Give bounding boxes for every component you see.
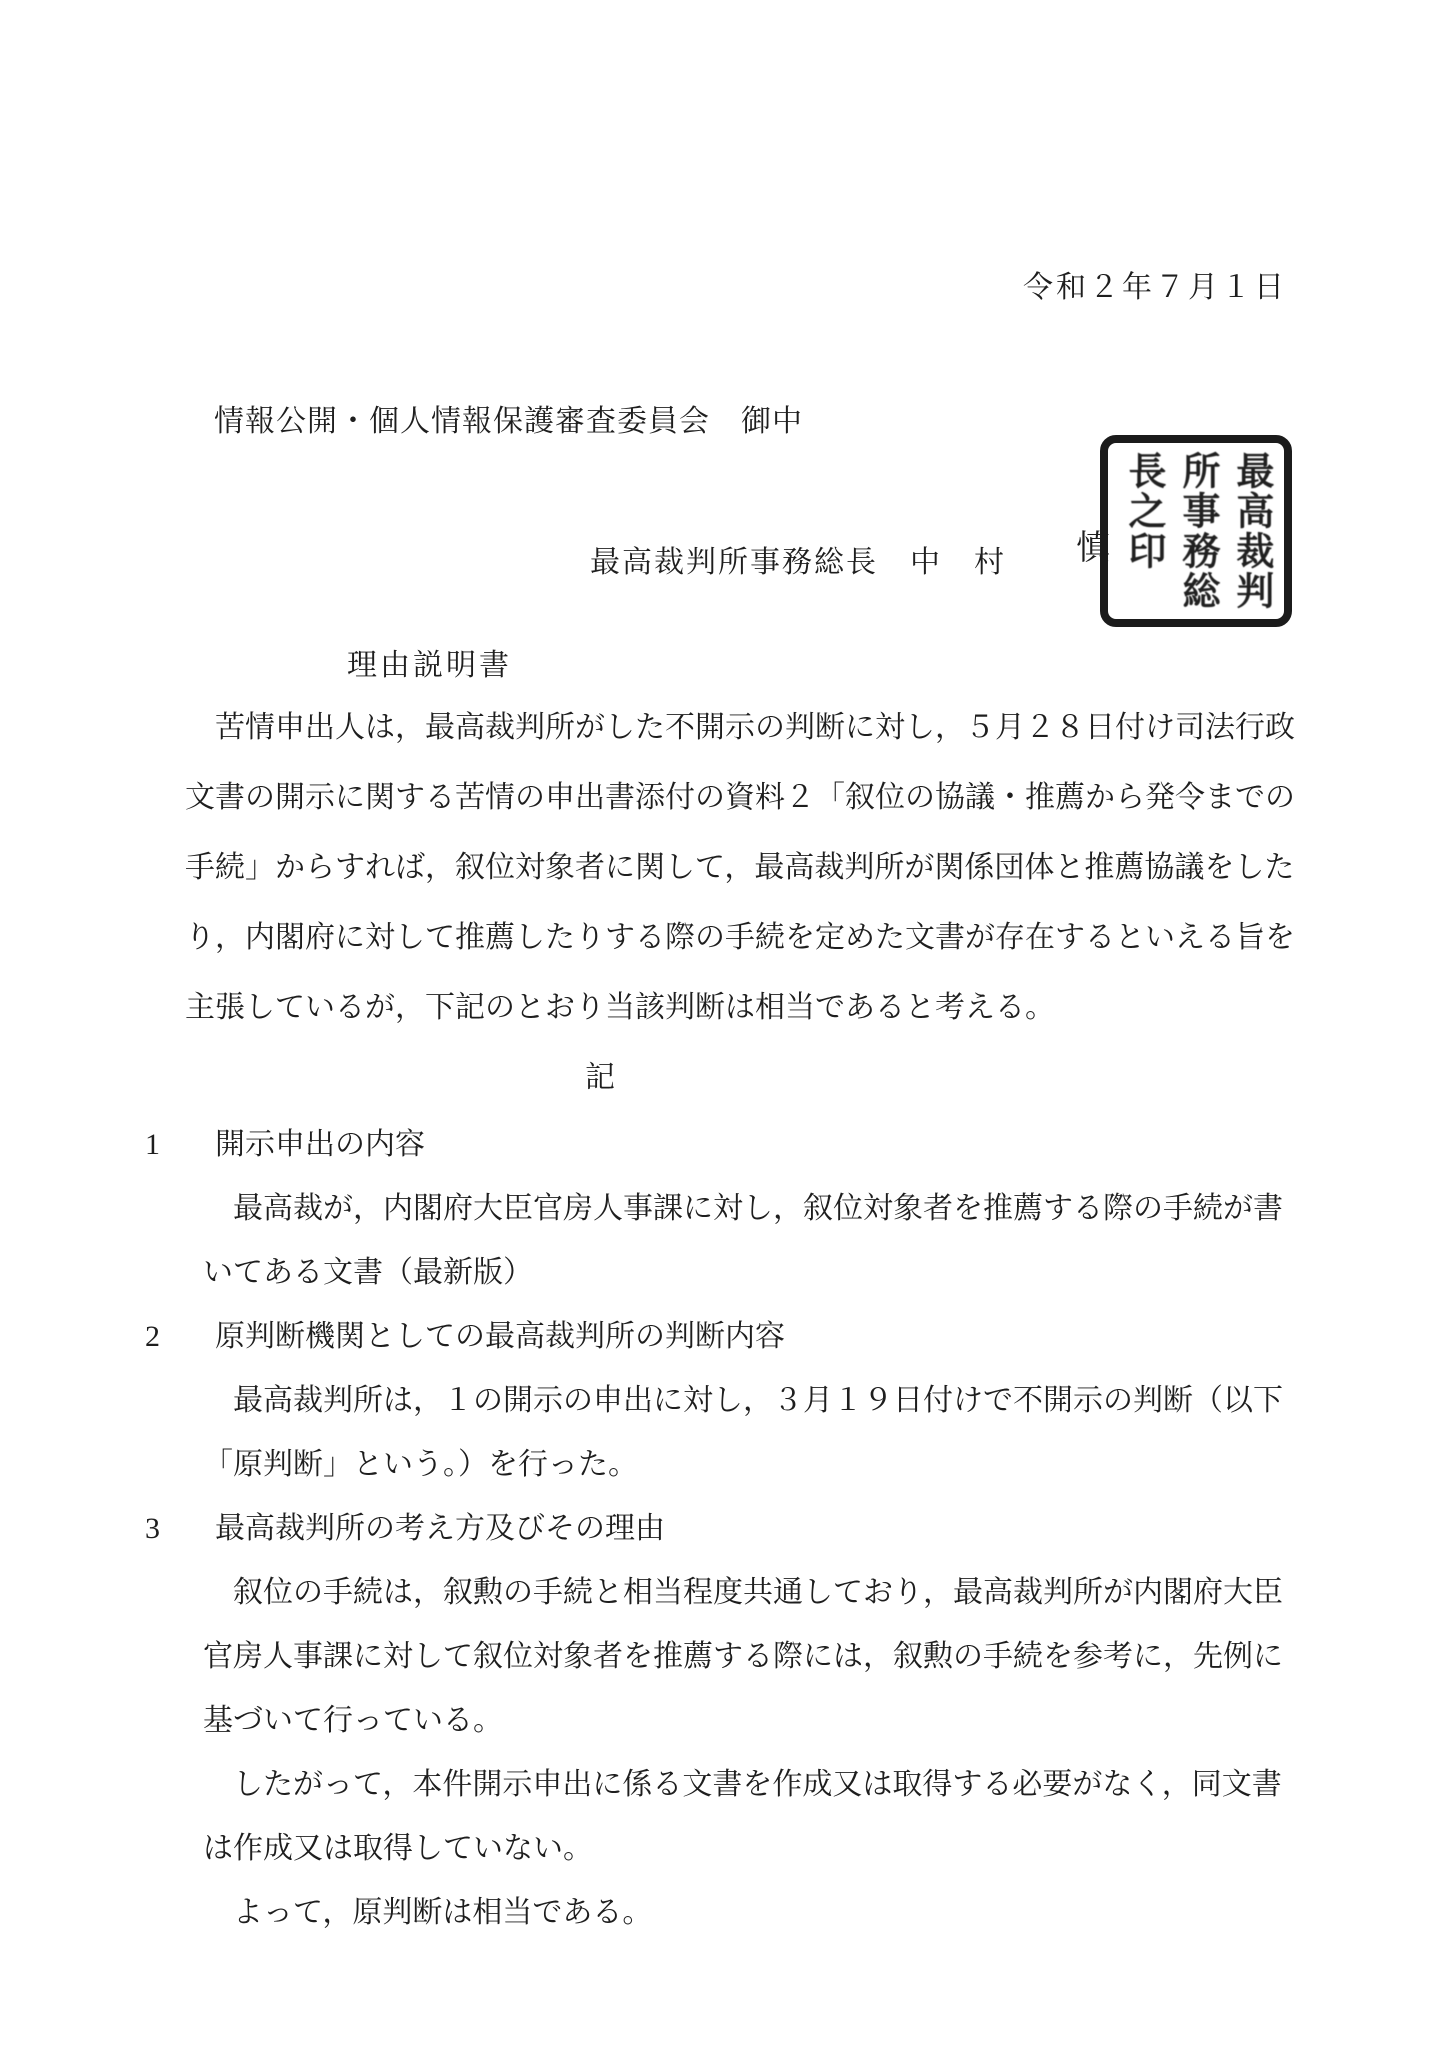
seal-script-text (1115, 451, 1277, 611)
section-2-line: 「原判断」という。）を行った。 (203, 1448, 638, 1481)
section-2-heading (145, 1305, 1325, 1369)
sender-given-name: 慎 (1076, 530, 1110, 567)
section-2-title: 原判断機関としての最高裁判所の判断内容 (215, 1320, 785, 1353)
sender-line: 最高裁判所事務総長 中 村 (590, 546, 1006, 579)
section-1-body (203, 1177, 1325, 1305)
seal-column-left: 長之印 (1122, 451, 1165, 571)
section-1-line: いてある文書（最新版） (203, 1256, 533, 1289)
section-3-number: 3 (145, 1512, 160, 1545)
section-3-line: 基づいて行っている。 (203, 1704, 503, 1737)
section-2 (145, 1305, 1325, 1497)
addressee-line: 情報公開・個人情報保護審査委員会 御中 (214, 405, 803, 438)
section-3-line: よって，原判断は相当である。 (233, 1896, 653, 1929)
intro-line: 手続」からすれば，叙位対象者に関して，最高裁判所が関係団体と推薦協議をした (185, 851, 1295, 884)
section-2-number: 2 (145, 1320, 160, 1353)
document-title: 理由説明書 (347, 649, 512, 682)
intro-line: 文書の開示に関する苦情の申出書添付の資料２「叙位の協議・推薦から発令までの (185, 781, 1295, 814)
section-1-number: 1 (145, 1128, 160, 1161)
section-2-line: 最高裁判所は，１の開示の申出に対し，３月１９日付けで不開示の判断（以下 (233, 1384, 1283, 1417)
intro-line: 苦情申出人は，最高裁判所がした不開示の判断に対し，５月２８日付け司法行政 (215, 711, 1295, 744)
section-3-line: 叙位の手続は，叙勲の手続と相当程度共通しており，最高裁判所が内閣府大臣 (233, 1576, 1283, 1609)
official-seal-stamp (1100, 435, 1292, 627)
ki-marker: 記 (585, 1061, 617, 1094)
section-3-line: は作成又は取得していない。 (203, 1832, 593, 1865)
seal-column-right: 最高裁判 (1229, 451, 1272, 611)
section-1-line: 最高裁が，内閣府大臣官房人事課に対し，叙位対象者を推薦する際の手続が書 (233, 1192, 1283, 1225)
document-body (145, 693, 1325, 1945)
intro-line: 主張しているが，下記のとおり当該判断は相当であると考える。 (185, 991, 1055, 1024)
section-1-heading (145, 1113, 1325, 1177)
document-date: 令和２年７月１日 (1023, 271, 1287, 304)
intro-paragraph (185, 693, 1325, 1043)
section-3-title: 最高裁判所の考え方及びその理由 (215, 1512, 665, 1545)
section-3 (145, 1497, 1325, 1945)
section-3-heading (145, 1497, 1325, 1561)
section-3-line: したがって，本件開示申出に係る文書を作成又は取得する必要がなく，同文書 (233, 1768, 1282, 1801)
section-3-line: 官房人事課に対して叙位対象者を推薦する際には，叙勲の手続を参考に，先例に (203, 1640, 1283, 1673)
intro-line: り，内閣府に対して推薦したりする際の手続を定めた文書が存在するといえる旨を (185, 921, 1295, 954)
section-3-body (203, 1561, 1325, 1945)
section-2-body (203, 1369, 1325, 1497)
section-1 (145, 1113, 1325, 1305)
seal-column-middle: 所事務総 (1175, 451, 1218, 611)
section-1-title: 開示申出の内容 (215, 1128, 425, 1161)
